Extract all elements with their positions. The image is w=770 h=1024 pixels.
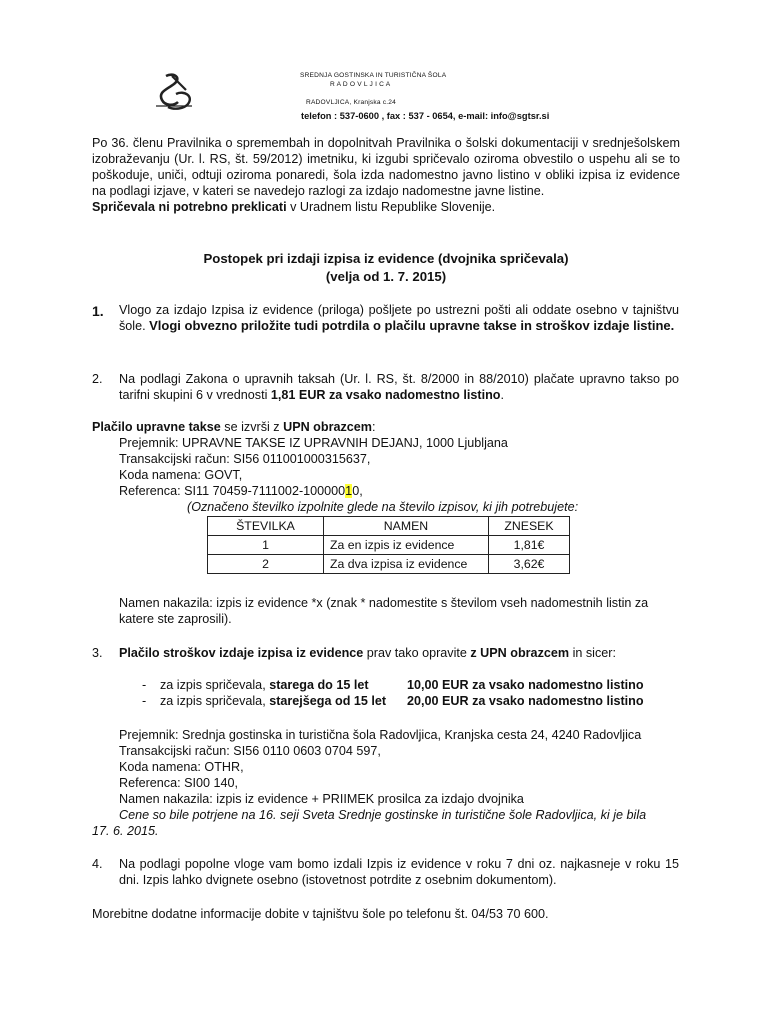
step4-text: Na podlagi popolne vloge vam bomo izdali Izpis iz evidence v roku 7 dni oz. najkasneje v roku 15 dni. Izpis lahko dvignete osebno (istovetnost potrdite z osebnim dokumentom). bbox=[119, 857, 679, 887]
table-cell: 3,62€ bbox=[489, 555, 570, 574]
step3-note-date: 17. 6. 2015. bbox=[92, 824, 159, 838]
step3-account: Transakcijski račun: SI56 0110 0603 0704 597, bbox=[119, 744, 381, 758]
fee-table bbox=[207, 516, 570, 574]
page-subtitle: (velja od 1. 7. 2015) bbox=[325, 269, 447, 284]
payment1-recipient: Prejemnik: UPRAVNE TAKSE IZ UPRAVNIH DEJANJ, 1000 Ljubljana bbox=[119, 436, 508, 450]
footer-contact: Morebitne dodatne informacije dobite v tajništvu šole po telefonu št. 04/53 70 600. bbox=[92, 907, 549, 921]
school-name: SREDNJA GOSTINSKA IN TURISTIČNA ŠOLA bbox=[300, 72, 447, 79]
table-cell: Za dva izpisa iz evidence bbox=[324, 555, 489, 574]
step1-number: 1. bbox=[92, 303, 104, 319]
payment1-purpose: Namen nakazila: izpis iz evidence *x (znak * nadomestite s številom vseh nadomestnih listin za katere ste zaprosili). bbox=[119, 596, 649, 626]
bullet-amount: 10,00 EUR za vsako nadomestno listino bbox=[407, 678, 644, 692]
intro-paragraph bbox=[92, 135, 680, 215]
table-header-cell: ZNESEK bbox=[489, 517, 570, 536]
step1-body: Vlogo za izdajo Izpisa iz evidence (priloga) pošljete po ustrezni pošti ali oddate osebno v tajništvu šole. bbox=[119, 303, 679, 333]
step3-reference: Referenca: SI00 140, bbox=[119, 776, 239, 790]
bullet-bold: starega do 15 let bbox=[269, 678, 369, 692]
payment1-account: Transakcijski račun: SI56 011001000315637, bbox=[119, 452, 371, 466]
table-cell: 1,81€ bbox=[489, 536, 570, 555]
bullet-dash: - bbox=[142, 678, 147, 692]
table-header-cell: NAMEN bbox=[324, 517, 489, 536]
step2-end: . bbox=[500, 388, 504, 402]
payment1-note: (Označeno številko izpolnite glede na število izpisov, ki jih potrebujete: bbox=[187, 500, 579, 514]
table-cell: Za en izpis iz evidence bbox=[324, 536, 489, 555]
school-contact: telefon : 537-0600 , fax : 537 - 0654, e-mail: info@sgtsr.si bbox=[301, 111, 550, 121]
payment1-reference-pre: Referenca: SI11 70459-7111002-100000 bbox=[119, 484, 346, 498]
step1-text bbox=[119, 302, 679, 334]
step3-end: in sicer: bbox=[569, 646, 616, 660]
intro-rest: v Uradnem listu Republike Slovenije. bbox=[286, 200, 496, 214]
school-logo bbox=[152, 72, 198, 112]
payment1-reference-highlight: 1 bbox=[345, 484, 353, 498]
step3-note: Cene so bile potrjene na 16. seji Sveta Srednje gostinske in turistične šole Radovljica, ki je bila bbox=[119, 808, 647, 822]
bullet-dash: - bbox=[142, 694, 147, 708]
step3-number: 3. bbox=[92, 646, 103, 660]
table-cell: 2 bbox=[208, 555, 324, 574]
step3-purpose: Namen nakazila: izpis iz evidence + PRIIMEK prosilca za izdajo dvojnika bbox=[119, 792, 524, 806]
step2-body: Na podlagi Zakona o upravnih taksah (Ur. l. RS, št. 8/2000 in 88/2010) plačate upravno takso po tarifni skupini 6 v vrednosti bbox=[119, 372, 679, 402]
payment1-code: Koda namena: GOVT, bbox=[119, 468, 243, 482]
payment1-reference bbox=[119, 483, 363, 499]
step1-bold: Vlogi obvezno priložite tudi potrdila o plačilu upravne takse in stroškov izdaje listine. bbox=[149, 318, 675, 333]
payment1-reference-post: 0, bbox=[352, 484, 363, 498]
bullet-label: za izpis spričevala, bbox=[160, 678, 270, 692]
table-header-cell: ŠTEVILKA bbox=[208, 517, 324, 536]
bullet-bold: starejšega od 15 let bbox=[269, 694, 387, 708]
bullet-amount: 20,00 EUR za vsako nadomestno listino bbox=[407, 694, 644, 708]
step3-bold: Plačilo stroškov izdaje izpisa iz evidence bbox=[119, 646, 364, 660]
bullet-text bbox=[160, 677, 369, 693]
step2-bold: 1,81 EUR za vsako nadomestno listino bbox=[270, 388, 501, 402]
payment1-lead-end: : bbox=[371, 420, 376, 434]
step2-text bbox=[119, 371, 679, 403]
step3-code: Koda namena: OTHR, bbox=[119, 760, 244, 774]
intro-text: Po 36. členu Pravilnika o spremembah in dopolnitvah Pravilnika o šolski dokumentaciji v srednješolskem izobraževanju (Ur. l. RS, št. 59/2012) imetniku, ki izgubi spričevalo oziroma obvestilo o uspehu ali se to poškoduje, uniči, odtuji oziroma ponaredi, šola izda nadomestno javno listino v obliki izpisa iz evidence na podlagi izjave, v kateri se navedejo razlogi za izdajo nadomestne javne listine. bbox=[92, 136, 680, 198]
school-town: R A D O V L J I C A bbox=[330, 81, 391, 88]
payment1-lead-mid: se izvrši z bbox=[220, 420, 284, 434]
school-address: RADOVLJICA, Kranjska c.24 bbox=[306, 99, 397, 106]
payment1-lead bbox=[92, 419, 375, 435]
step2-number: 2. bbox=[92, 372, 103, 386]
payment1-lead-bold2: UPN obrazcem bbox=[283, 420, 372, 434]
table-cell: 1 bbox=[208, 536, 324, 555]
table-row bbox=[208, 536, 570, 555]
payment1-lead-bold: Plačilo upravne takse bbox=[92, 420, 221, 434]
intro-bold-lead: Spričevala ni potrebno preklicati bbox=[92, 200, 287, 214]
bullet-label: za izpis spričevala, bbox=[160, 694, 270, 708]
table-row bbox=[208, 555, 570, 574]
table-header-row bbox=[208, 517, 570, 536]
page-title: Postopek pri izdaji izpisa iz evidence (dvojnika spričevala) bbox=[203, 251, 569, 266]
bullet-text bbox=[160, 693, 386, 709]
step3-text bbox=[119, 645, 679, 661]
step3-mid: prav tako opravite bbox=[363, 646, 471, 660]
step4-number: 4. bbox=[92, 857, 103, 871]
step3-recipient: Prejemnik: Srednja gostinska in turistična šola Radovljica, Kranjska cesta 24, 4240 Radovljica bbox=[119, 728, 642, 742]
step3-bold2: z UPN obrazcem bbox=[470, 646, 570, 660]
